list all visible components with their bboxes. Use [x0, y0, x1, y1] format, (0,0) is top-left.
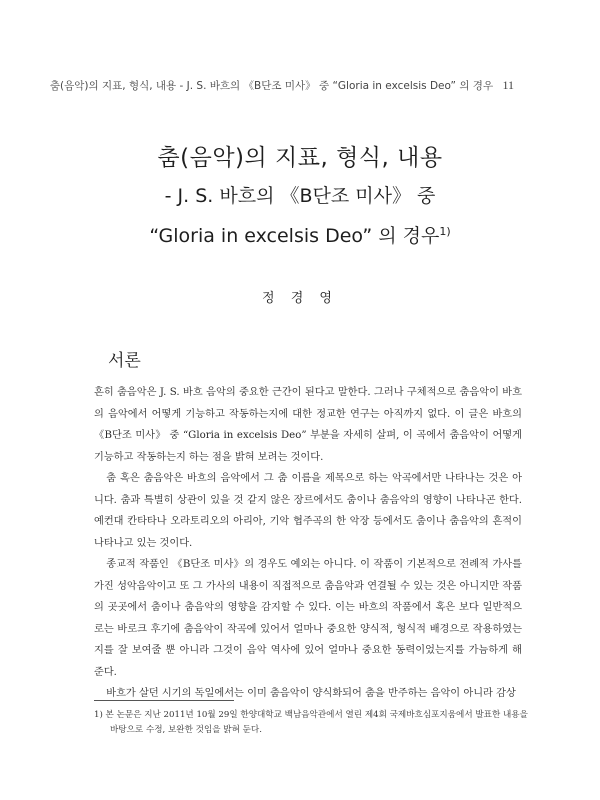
paragraph: 바흐가 살던 시기의 독일에서는 이미 춤음악이 양식화되어 춤을 반주하는 음악이 아니라 감상 [106, 688, 516, 699]
paragraph: 종교적 작품인 《B단조 미사》의 경우도 예외는 아니다. 이 작품이 기본적으로 전례적 가사를 가진 성악음악이고 또 그 가사의 내용이 직접적으로 춤음악과 연결될 수 있는 것은 아니지만 작품의 곳곳에서 춤이나 춤음악의 영향을 감지할 수 있다. 이는 바흐의 작품에서 혹은 보다 일반적으로는 바로크 후기에 춤음악이 작곡에 있어서 얼마나 중요한 양식적, 형식적 배경으로 작용하였는지를 잘 보여줄 뿐 아니라 그것이 음악 역사에 있어 얼마나 중요한 동력이었는지를 가늠하게 해 준다. [94, 559, 522, 678]
running-head [50, 78, 514, 93]
title-subtitle-line2 [0, 214, 600, 254]
title-subtitle-line1: - J. S. 바흐의 《B단조 미사》 중 [164, 185, 436, 207]
paragraph: 춤 혹은 춤음악은 바흐의 음악에서 그 춤 이름을 제목으로 하는 악곡에서만 나타나는 것은 아니다. 춤과 특별히 상관이 있을 것 같지 않은 장르에서도 춤이나 춤음악의 영향이 나타나곤 한다. 예컨대 칸타타나 오라토리오의 아리아, 기악 협주곡의 한 악장 등에서도 춤이나 춤음악의 흔적이 나타나고 있는 것이다. [94, 473, 522, 549]
footnote: 1) 본 논문은 지난 2011년 10월 29일 한양대학교 백남음악관에서 열린 제4회 국제바흐심포지움에서 발표한 내용을 바탕으로 수정, 보완한 것임을 밝혀 둔다. [94, 710, 528, 735]
title-footnote-mark: 1) [439, 225, 451, 238]
page-number: 11 [502, 78, 514, 92]
title-main: 춤(음악)의 지표, 형식, 내용 [157, 145, 443, 171]
running-head-text: 춤(음악)의 지표, 형식, 내용 - J. S. 바흐의 《B단조 미사》 중 “Gloria in excelsis Deo” 의 경우 [49, 80, 494, 92]
body-text [94, 382, 522, 705]
footnote-divider [94, 700, 234, 701]
section-heading-introduction: 서론 [108, 351, 141, 371]
paper-title [0, 140, 600, 254]
author-name: 정 경 영 [262, 291, 338, 306]
title-subtitle-text: “Gloria in excelsis Deo” 의 경우 [149, 225, 440, 247]
paragraph: 흔히 춤음악은 J. S. 바흐 음악의 중요한 근간이 된다고 말한다. 그러나 구체적으로 춤음악이 바흐의 음악에서 어떻게 기능하고 작동하는지에 대한 정교한 연구는 아직까지 없다. 이 글은 바흐의 《B단조 미사》 중 “Gloria in excelsis Deo” 부분을 자세히 살펴, 이 곡에서 춤음악이 어떻게 기능하고 작동하는지 하는 점을 밝혀 보려는 것이다. [94, 387, 522, 463]
